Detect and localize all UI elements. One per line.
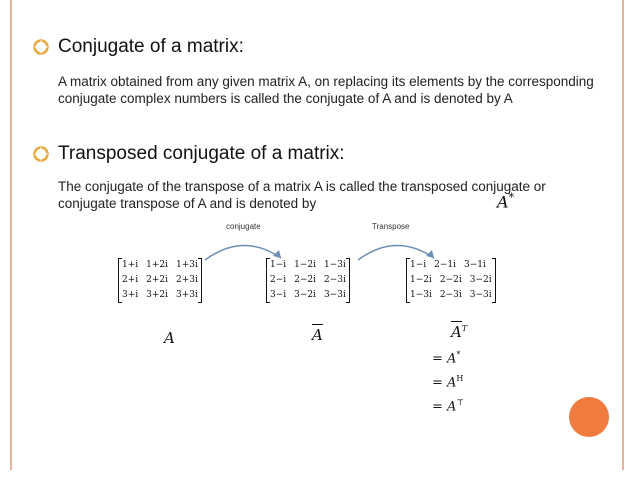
heading-transposed-conjugate: Transposed conjugate of a matrix:	[58, 143, 345, 164]
decorative-circle	[569, 397, 609, 437]
matrix-row: 2+i 2+2i 2+3i	[122, 275, 198, 285]
label-a-bar-t: $A^T$	[451, 323, 468, 341]
matrix-row: 2−i 2−2i 2−3i	[270, 275, 346, 285]
notation-a-star: A*	[497, 191, 515, 212]
transpose-arrow-label: Transpose	[372, 222, 410, 231]
bullet-icon	[32, 145, 50, 163]
label-a-bar: A	[312, 326, 323, 344]
matrix-row: 1−i 1−2i 1−3i	[270, 260, 346, 270]
equality-a-star: = A*	[432, 350, 461, 367]
matrix-row: 1−i 2−1i 3−1i	[410, 260, 486, 270]
slide-frame	[10, 0, 624, 470]
conjugate-arrow-label: conjugate	[226, 222, 261, 231]
label-a: A	[164, 329, 175, 347]
paragraph-conjugate: A matrix obtained from any given matrix A, on replacing its elements by the corresponding conjugate complex numbers is called the conjugate of A and is denoted by A	[58, 74, 594, 106]
matrix-row: 1+i 1+2i 1+3i	[122, 260, 198, 270]
matrix-row: 1−3i 2−3i 3−3i	[410, 290, 492, 300]
bullet-icon	[32, 38, 50, 56]
matrix-row: 1−2i 2−2i 3−2i	[410, 275, 492, 285]
paragraph-transposed-conjugate: The conjugate of the transpose of a matrix A is called the transposed conjugate or conjugate transpose of A and is denoted by	[58, 179, 546, 211]
equality-a-h: = $A^H$	[432, 374, 464, 391]
matrix-a	[118, 258, 202, 303]
equality-a-t: = A⊤	[432, 398, 464, 415]
heading-conjugate: Conjugate of a matrix:	[58, 36, 244, 57]
matrix-row: 3−i 3−2i 3−3i	[270, 290, 346, 300]
matrix-a-conjugate-transpose	[406, 258, 496, 303]
matrix-a-conjugate	[266, 258, 350, 303]
matrix-row: 3+i 3+2i 3+3i	[122, 290, 198, 300]
